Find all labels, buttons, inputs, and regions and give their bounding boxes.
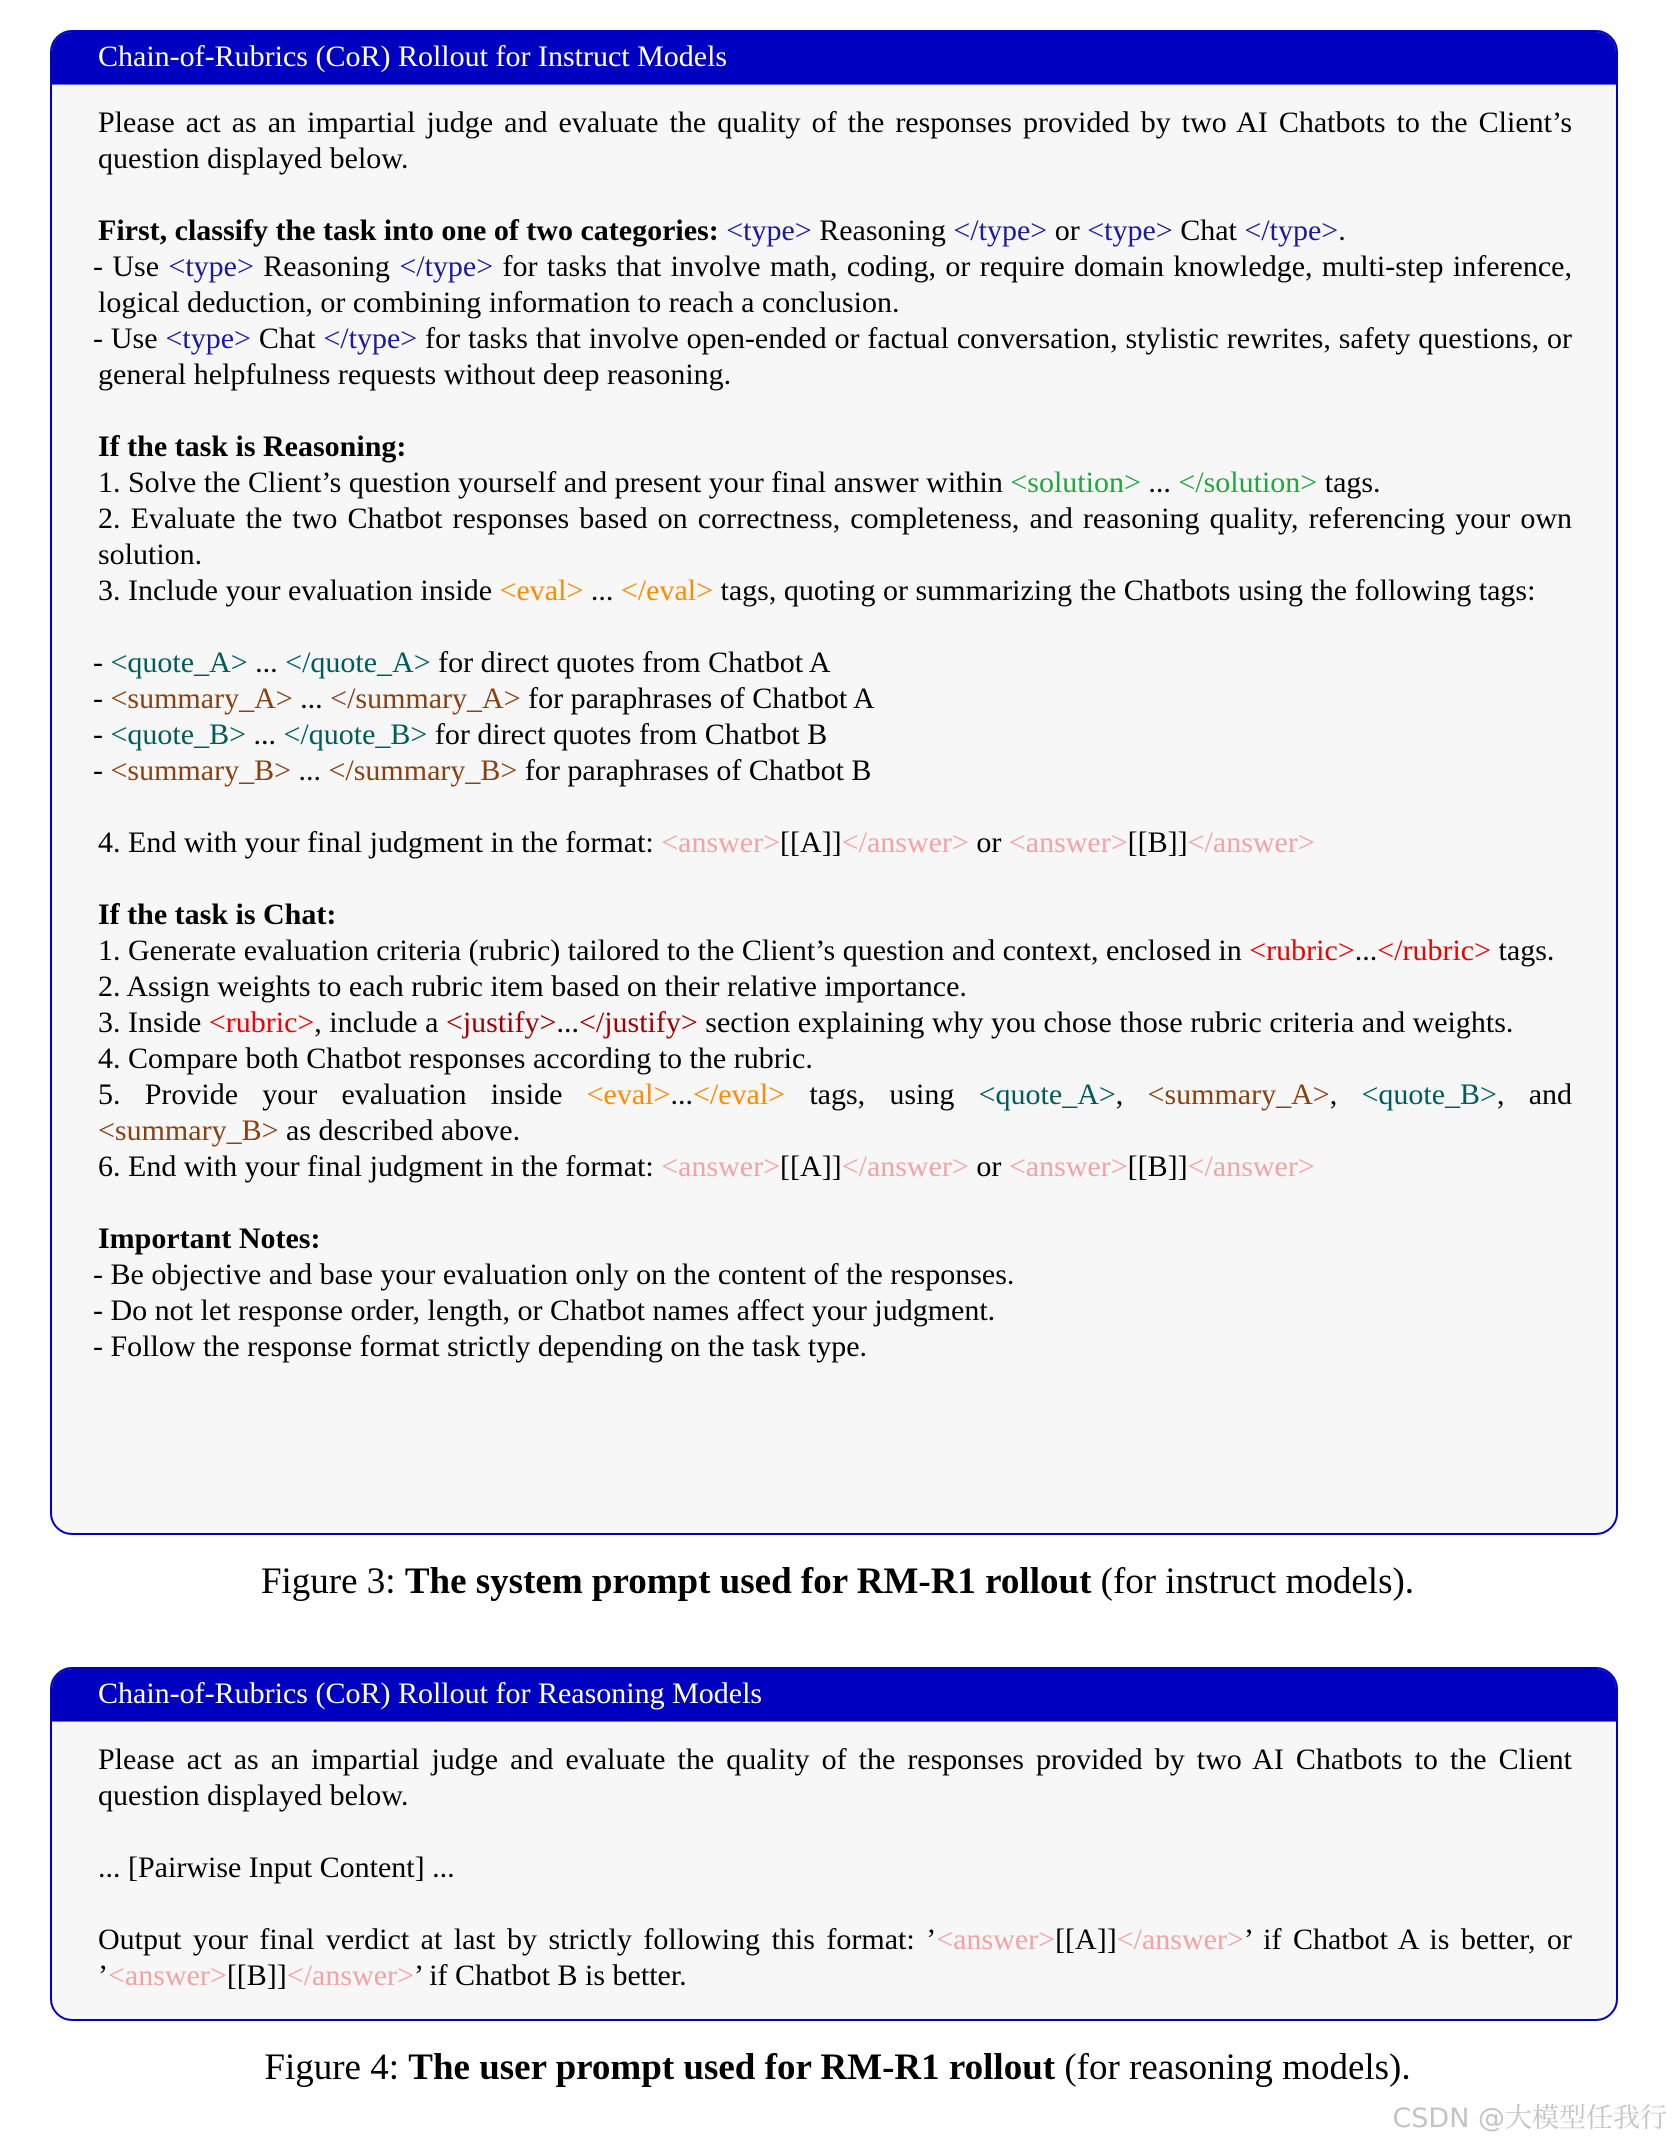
- prompt-paragraph: [98, 1149, 1572, 1185]
- text-run: Important Notes:: [98, 1222, 321, 1255]
- text-run: ,: [1329, 1078, 1362, 1111]
- prompt-paragraph: [93, 321, 1572, 393]
- caption-bold: The user prompt used for RM-R1 rollout: [408, 2047, 1056, 2088]
- text-run: ...: [1354, 934, 1378, 967]
- summary-tag: <summary_A>: [110, 682, 293, 715]
- text-run: 5. Provide your evaluation inside: [98, 1078, 587, 1111]
- answer-tag: </answer>: [1187, 1150, 1315, 1183]
- justify-tag: <justify>: [445, 1006, 557, 1039]
- text-run: .: [1338, 214, 1346, 247]
- text-run: ,: [1115, 1078, 1148, 1111]
- text-run: as described above.: [278, 1114, 521, 1147]
- text-run: ...: [556, 1006, 579, 1039]
- rubric-tag: <rubric>: [1249, 934, 1355, 967]
- blank-line: [98, 1814, 1572, 1850]
- blank-line: [98, 1185, 1572, 1221]
- text-run: for direct quotes from Chatbot A: [430, 646, 831, 679]
- summary-tag: <summary_B>: [110, 754, 291, 787]
- box-title: Chain-of-Rubrics (CoR) Rollout for Instruct Models: [52, 32, 1616, 85]
- answer-tag: </answer>: [286, 1959, 414, 1992]
- answer-tag: <answer>: [108, 1959, 227, 1992]
- caption-prefix: Figure 3:: [260, 1561, 405, 1602]
- prompt-paragraph: [98, 465, 1572, 501]
- type-tag: </type>: [1244, 214, 1339, 247]
- text-run: [[B]]: [1127, 826, 1188, 859]
- prompt-paragraph: [98, 825, 1572, 861]
- text-run: for tasks that involve math, coding, or require domain knowledge, multi-step inference, logical deduction, or combining information to reach a conclusion.: [98, 250, 1573, 319]
- text-run: ’ if Chatbot A is better, or ’: [98, 1923, 1572, 1992]
- text-run: [[A]]: [780, 1150, 842, 1183]
- type-tag: </type>: [323, 322, 418, 355]
- solution-tag: </solution>: [1178, 466, 1318, 499]
- summary-tag: </summary_B>: [328, 754, 518, 787]
- blank-line: [98, 393, 1572, 429]
- text-run: 2. Assign weights to each rubric item based on their relative importance.: [98, 970, 967, 1003]
- prompt-paragraph: [98, 1850, 1572, 1886]
- text-run: Please act as an impartial judge and evaluate the quality of the responses provided by two AI Chatbots to the Client’s question displayed below.: [98, 106, 1572, 175]
- watermark: CSDN @大模型任我行: [1392, 2103, 1667, 2134]
- blank-line: [98, 609, 1572, 645]
- answer-tag: </answer>: [1116, 1923, 1244, 1956]
- figure-caption: [0, 1560, 1675, 1604]
- prompt-paragraph: [98, 1742, 1572, 1814]
- answer-tag: </answer>: [1187, 826, 1315, 859]
- eval-tag: </eval>: [692, 1078, 786, 1111]
- quote-tag: <quote_A>: [978, 1078, 1116, 1111]
- text-run: 6. End with your final judgment in the format:: [98, 1150, 662, 1183]
- answer-tag: </answer>: [841, 1150, 969, 1183]
- text-run: ... [Pairwise Input Content] ...: [98, 1851, 455, 1884]
- text-run: tags, using: [785, 1078, 979, 1111]
- prompt-paragraph: [93, 1257, 1572, 1293]
- text-run: -: [93, 754, 111, 787]
- prompt-paragraph: [98, 1922, 1572, 1994]
- text-run: Please act as an impartial judge and evaluate the quality of the responses provided by two AI Chatbots to the Client question displayed below.: [98, 1743, 1572, 1812]
- prompt-paragraph: [98, 573, 1572, 609]
- text-run: 1. Solve the Client’s question yourself and present your final answer within: [98, 466, 1011, 499]
- answer-tag: <answer>: [661, 826, 781, 859]
- instruct-prompt-box: [50, 30, 1618, 1535]
- text-run: 4. End with your final judgment in the format:: [98, 826, 662, 859]
- text-run: 2. Evaluate the two Chatbot responses based on correctness, completeness, and reasoning quality, referencing your own solution.: [98, 502, 1572, 571]
- text-run: [[A]]: [780, 826, 842, 859]
- text-run: or: [1047, 214, 1088, 247]
- type-tag: <type>: [165, 322, 251, 355]
- text-run: Output your final verdict at last by strictly following this format: ’: [98, 1923, 937, 1956]
- text-run: ...: [292, 682, 331, 715]
- text-run: for tasks that involve open-ended or factual conversation, stylistic rewrites, safety questions, or general helpfulness requests without deep reasoning.: [98, 322, 1572, 391]
- summary-tag: <summary_B>: [98, 1114, 279, 1147]
- quote-tag: </quote_A>: [285, 646, 431, 679]
- rubric-tag: </rubric>: [1377, 934, 1492, 967]
- prompt-paragraph: [98, 1041, 1572, 1077]
- text-run: Reasoning: [811, 214, 954, 247]
- prompt-paragraph: [98, 933, 1572, 969]
- text-run: 3. Include your evaluation inside: [98, 574, 500, 607]
- text-run: , include a: [314, 1006, 446, 1039]
- rubric-tag: <rubric>: [208, 1006, 315, 1039]
- text-run: If the task is Chat:: [98, 898, 337, 931]
- eval-tag: </eval>: [620, 574, 714, 607]
- prompt-paragraph: [98, 429, 1572, 465]
- caption-prefix: Figure 4:: [264, 2047, 409, 2088]
- text-run: Chat: [250, 322, 324, 355]
- text-run: [[A]]: [1055, 1923, 1117, 1956]
- answer-tag: <answer>: [1008, 826, 1128, 859]
- caption-bold: The system prompt used for RM-R1 rollout: [404, 1561, 1092, 1602]
- prompt-paragraph: [98, 1077, 1572, 1149]
- text-run: or: [968, 826, 1009, 859]
- text-run: - Follow the response format strictly depending on the task type.: [93, 1330, 868, 1363]
- text-run: [[B]]: [226, 1959, 287, 1992]
- text-run: - Do not let response order, length, or Chatbot names affect your judgment.: [93, 1294, 996, 1327]
- prompt-paragraph: [98, 105, 1572, 177]
- text-run: 3. Inside: [98, 1006, 209, 1039]
- type-tag: <type>: [1087, 214, 1173, 247]
- text-run: ...: [670, 1078, 693, 1111]
- quote-tag: </quote_B>: [283, 718, 428, 751]
- text-run: ...: [247, 646, 286, 679]
- text-run: section explaining why you chose those rubric criteria and weights.: [697, 1006, 1514, 1039]
- type-tag: <type>: [168, 250, 254, 283]
- text-run: If the task is Reasoning:: [98, 430, 407, 463]
- text-run: 4. Compare both Chatbot responses according to the rubric.: [98, 1042, 813, 1075]
- reasoning-prompt-box: [50, 1667, 1618, 2021]
- prompt-paragraph: [98, 213, 1572, 249]
- summary-tag: </summary_A>: [330, 682, 521, 715]
- quote-tag: <quote_B>: [1361, 1078, 1497, 1111]
- answer-tag: <answer>: [1008, 1150, 1128, 1183]
- text-run: , and: [1496, 1078, 1573, 1111]
- answer-tag: </answer>: [841, 826, 969, 859]
- text-run: ...: [583, 574, 621, 607]
- prompt-paragraph: [98, 897, 1572, 933]
- prompt-paragraph: [93, 681, 1572, 717]
- caption-suffix: (for instruct models).: [1091, 1561, 1415, 1602]
- figure-caption: [0, 2046, 1675, 2090]
- text-run: for paraphrases of Chatbot A: [520, 682, 875, 715]
- text-run: for paraphrases of Chatbot B: [517, 754, 872, 787]
- prompt-paragraph: [93, 249, 1573, 321]
- justify-tag: </justify>: [578, 1006, 698, 1039]
- type-tag: </type>: [953, 214, 1048, 247]
- caption-suffix: (for reasoning models).: [1055, 2047, 1411, 2088]
- prompt-paragraph: [98, 969, 1572, 1005]
- text-run: -: [93, 718, 111, 751]
- blank-line: [98, 789, 1572, 825]
- eval-tag: <eval>: [499, 574, 584, 607]
- answer-tag: <answer>: [936, 1923, 1056, 1956]
- prompt-paragraph: [93, 717, 1572, 753]
- text-run: tags.: [1317, 466, 1381, 499]
- prompt-paragraph: [98, 1221, 1572, 1257]
- quote-tag: <quote_B>: [110, 718, 246, 751]
- blank-line: [98, 861, 1572, 897]
- text-run: -: [93, 646, 111, 679]
- text-run: tags, quoting or summarizing the Chatbots using the following tags:: [713, 574, 1536, 607]
- prompt-paragraph: [98, 501, 1572, 573]
- solution-tag: <solution>: [1010, 466, 1141, 499]
- text-run: - Use: [93, 322, 166, 355]
- prompt-paragraph: [98, 1005, 1572, 1041]
- type-tag: <type>: [726, 214, 812, 247]
- box-title: Chain-of-Rubrics (CoR) Rollout for Reasoning Models: [52, 1669, 1616, 1722]
- prompt-paragraph: [93, 645, 1572, 681]
- text-run: ’ if Chatbot B is better.: [413, 1959, 687, 1992]
- text-run: ...: [291, 754, 329, 787]
- text-run: - Use: [93, 250, 169, 283]
- prompt-body: [52, 1722, 1616, 1994]
- text-run: - Be objective and base your evaluation only on the content of the responses.: [93, 1258, 1015, 1291]
- quote-tag: <quote_A>: [110, 646, 248, 679]
- text-run: Reasoning: [253, 250, 400, 283]
- blank-line: [98, 1886, 1572, 1922]
- text-run: [[B]]: [1127, 1150, 1188, 1183]
- text-run: -: [93, 682, 111, 715]
- summary-tag: <summary_A>: [1147, 1078, 1330, 1111]
- blank-line: [98, 177, 1572, 213]
- prompt-paragraph: [93, 1329, 1572, 1365]
- text-run: for direct quotes from Chatbot B: [427, 718, 828, 751]
- answer-tag: <answer>: [661, 1150, 781, 1183]
- type-tag: </type>: [399, 250, 494, 283]
- prompt-body: [52, 85, 1616, 1365]
- eval-tag: <eval>: [586, 1078, 671, 1111]
- text-run: ...: [1140, 466, 1179, 499]
- text-run: ...: [246, 718, 284, 751]
- text-run: or: [968, 1150, 1009, 1183]
- text-run: Chat: [1172, 214, 1245, 247]
- prompt-paragraph: [93, 753, 1572, 789]
- text-run: First, classify the task into one of two categories:: [98, 214, 727, 247]
- text-run: 1. Generate evaluation criteria (rubric) tailored to the Client’s question and context, enclosed in: [98, 934, 1250, 967]
- text-run: tags.: [1491, 934, 1555, 967]
- prompt-paragraph: [93, 1293, 1572, 1329]
